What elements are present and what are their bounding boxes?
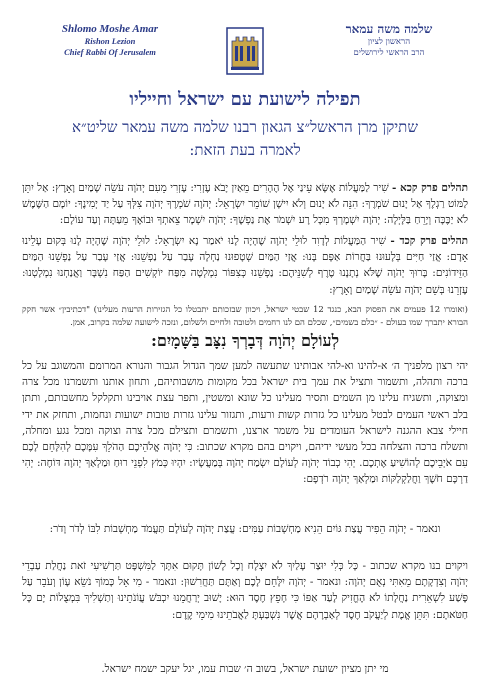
rabbi-name-hebrew: שלמה משה עמאר (345, 22, 433, 36)
psalm-124-block (22, 233, 468, 299)
prayer-main-title: תפילה לישועת עם ישראל וחייליו (129, 89, 361, 110)
title-line-2-hebrew: הרב הראשי לירושלים (353, 48, 425, 58)
psalm-121-block (22, 180, 468, 230)
instruction-note: (ואומרו 12 פעמים את הפסוק הבא, כנגד 12 שבטי ישראל, ויכוון שבזכותם יתבטלו כל הגזירות הרעות מעלינו) "דכתיבין״ אשר חקק הבורא יתברך שמו בעולם - ״כלם בשמים״, שכלם הם לנו רחמים ולטובה ולחיים ולשלום, ונזכה לישועה שלמה בקרוב, אמן. (22, 305, 468, 328)
prayer-subtitle: שתיקן מרן הראשל״צ הגאון רבנו שלמה משה עמאר שליט״א (72, 118, 418, 136)
letterhead-english (40, 22, 180, 58)
jerusalem-emblem-icon (226, 27, 264, 75)
repeated-verse: לְעוֹלָם יְהֹוָה דְּבָרְךָ נִצָּב בַּשָּׁמָיִם: (150, 331, 340, 350)
psalm-121-text: שִׁיר לַמַּעֲלוֹת אֶשָּׂא עֵינַי אֶל הֶהָרִים מֵאַיִן יָבֹא עֶזְרִי: עֶזְרִי מֵעִם יְהֹוָה עֹשֵׂה שָׁמַיִם וָאָרֶץ: אַל יִתֵּן לַמּוֹט רַגְלֶךָ אַל יָנוּם שֹׁמְרֶךָ: הִנֵּה לֹא יָנוּם וְלֹא יִישָׁן שׁוֹמֵר יִשְׂרָאֵל: יְהֹוָה שֹׁמְרֶךָ יְהֹוָה צִלְּךָ עַל יַד יְמִינֶךָ: יוֹמָם הַשֶּׁמֶשׁ לֹא יַכֶּכָּה וְיָרֵחַ בַּלָּיְלָה: יְהֹוָה יִשְׁמָרְךָ מִכָּל רָע יִשְׁמֹר אֶת נַפְשֶׁךָ: יְהֹוָה יִשְׁמָר צֵאתְךָ וּבוֹאֶךָ מֵעַתָּה וְעַד עוֹלָם: (22, 182, 468, 227)
psalm-124-label: תהלים פרק קכד - (390, 235, 468, 247)
title-line-1-english: Rishon Lezion (84, 36, 136, 46)
title-line-2-english: Chief Rabbi Of Jerusalem (64, 47, 156, 57)
main-prayer-text: יהי רצון מלפניך ה׳ א-להינו וא-להי אבותינו שתעשה למען שמך הגדול הגבור והנורא המרומם והמשוגב על כל ברכה ותהלה, ותשמור ותציל את עמך בית ישראל בכל מקומות מושבותיהם, ותחון אותנו ותשמרנו מכל צרה ומצוקה, ותשגיח עלינו מן השמים ותסיר מעלינו כל שונא ומשטין, ותפר עצת אויבינו ותקלקל מחשבותם, ותתן בלב ראשי העמים לבטל מעלינו כל גזרות קשות ורעות, ותגזור עלינו גזרות טובות ישועות ונחמות, ותחזק את ידי חיילי צבא ההגנה לישראל העומדים על משמר ארצנו, ותשמרם ותצילם מכל צרה וצוקה ומכל נגע ומחלה, ותשלח ברכה והצלחה בכל מעשי ידיהם, ויקוים בהם מקרא שכתוב: כִּי יְהֹוָה אֱלֹהֵיכֶם הַהֹלֵךְ עִמָּכֶם לְהִלָּחֵם לָכֶם עִם אֹיְבֵיכֶם לְהוֹשִׁיעַ אֶתְכֶם. יְהִי כְבוֹד יְהֹוָה לְעוֹלָם יִשְׂמַח יְהֹוָה בְּמַעֲשָׂיו: יִהְיוּ כְּמֹץ לִפְנֵי רוּחַ וּמַלְאַךְ יְהֹוָה דּוֹחֶה: יְהִי דַרְכָּם חֹשֶׁךְ וַחֲלַקְלַקּוֹת וּמַלְאַךְ יְהֹוָה רֹדְפָם: (22, 360, 468, 486)
letterhead-hebrew (314, 22, 464, 59)
psalm-121-label: תהלים פרק קכא - (392, 182, 468, 194)
psalm-124-text: שִׁיר הַמַּעֲלוֹת לְדָוִד לוּלֵי יְהֹוָה שֶׁהָיָה לָנוּ יֹאמַר נָא יִשְׂרָאֵל: לוּלֵי יְהֹוָה שֶׁהָיָה לָנוּ בְּקוּם עָלֵינוּ אָדָם: אֲזַי חַיִּים בְּלָעוּנוּ בַּחֲרוֹת אַפָּם בָּנוּ: אֲזַי הַמַּיִם שְׁטָפוּנוּ נַחְלָה עָבַר עַל נַפְשֵׁנוּ: אֲזַי עָבַר עַל נַפְשֵׁנוּ הַמַּיִם הַזֵּידוֹנִים: בָּרוּךְ יְהֹוָה שֶׁלֹּא נְתָנָנוּ טֶרֶף לְשִׁנֵּיהֶם: נַפְשֵׁנוּ כְּצִפּוֹר נִמְלְטָה מִפַּח יוֹקְשִׁים הַפַּח נִשְׁבָּר וַאֲנַחְנוּ נִמְלָטְנוּ: עֶזְרֵנוּ בְּשֵׁם יְהֹוָה עֹשֵׂה שָׁמַיִם וָאָרֶץ: (22, 235, 468, 296)
prayer-subtitle-2: לאמרה בעת הזאת: (189, 141, 301, 159)
closing-verses-2: ויקוים בנו מקרא שכתוב - כָּל כְּלִי יוּצַר עָלַיִךְ לֹא יִצְלָח וְכָל לָשׁוֹן תָּקוּם אִתָּךְ לַמִּשְׁפָּט תַּרְשִׁיעִי זֹאת נַחֲלַת עַבְדֵי יְהֹוָה וְצִדְקָתָם מֵאִתִּי נְאֻם יְהֹוָה: ונאמר - יְהֹוָה יִלָּחֵם לָכֶם וְאַתֶּם תַּחֲרִשׁוּן: ונאמר - מִי אֵל כָּמוֹךָ נֹשֵׂא עָוֹן וְעֹבֵר עַל פֶּשַׁע לִשְׁאֵרִית נַחֲלָתוֹ לֹא הֶחֱזִיק לָעַד אַפּוֹ כִּי חָפֵץ חֶסֶד הוּא: יָשׁוּב יְרַחֲמֵנוּ יִכְבֹּשׁ עֲוֹנֹתֵינוּ וְתַשְׁלִיךְ בִּמְצֻלוֹת יָם כָּל חַטֹּאתָם: תִּתֵּן אֱמֶת לְיַעֲקֹב חֶסֶד לְאַבְרָהָם אֲשֶׁר נִשְׁבַּעְתָּ לַאֲבֹתֵינוּ מִימֵי קֶדֶם: (22, 560, 468, 621)
final-blessing: מי יתן מציון ישועת ישראל, בשוב ה׳ שבות עמו, יגל יעקב ישמח ישראל. (101, 663, 389, 675)
closing-verse-1: ונאמר - יְהֹוָה הֵפִיר עֲצַת גּוֹיִם הֵנִיא מַחְשְׁבוֹת עַמִּים: עֲצַת יְהֹוָה לְעוֹלָם תַּעֲמֹד מַחְשְׁבוֹת לִבּוֹ לְדֹר וָדֹר: (49, 523, 441, 535)
rabbi-name-english: Shlomo Moshe Amar (61, 23, 159, 35)
title-line-1-hebrew: הראשון לציון (367, 37, 411, 47)
